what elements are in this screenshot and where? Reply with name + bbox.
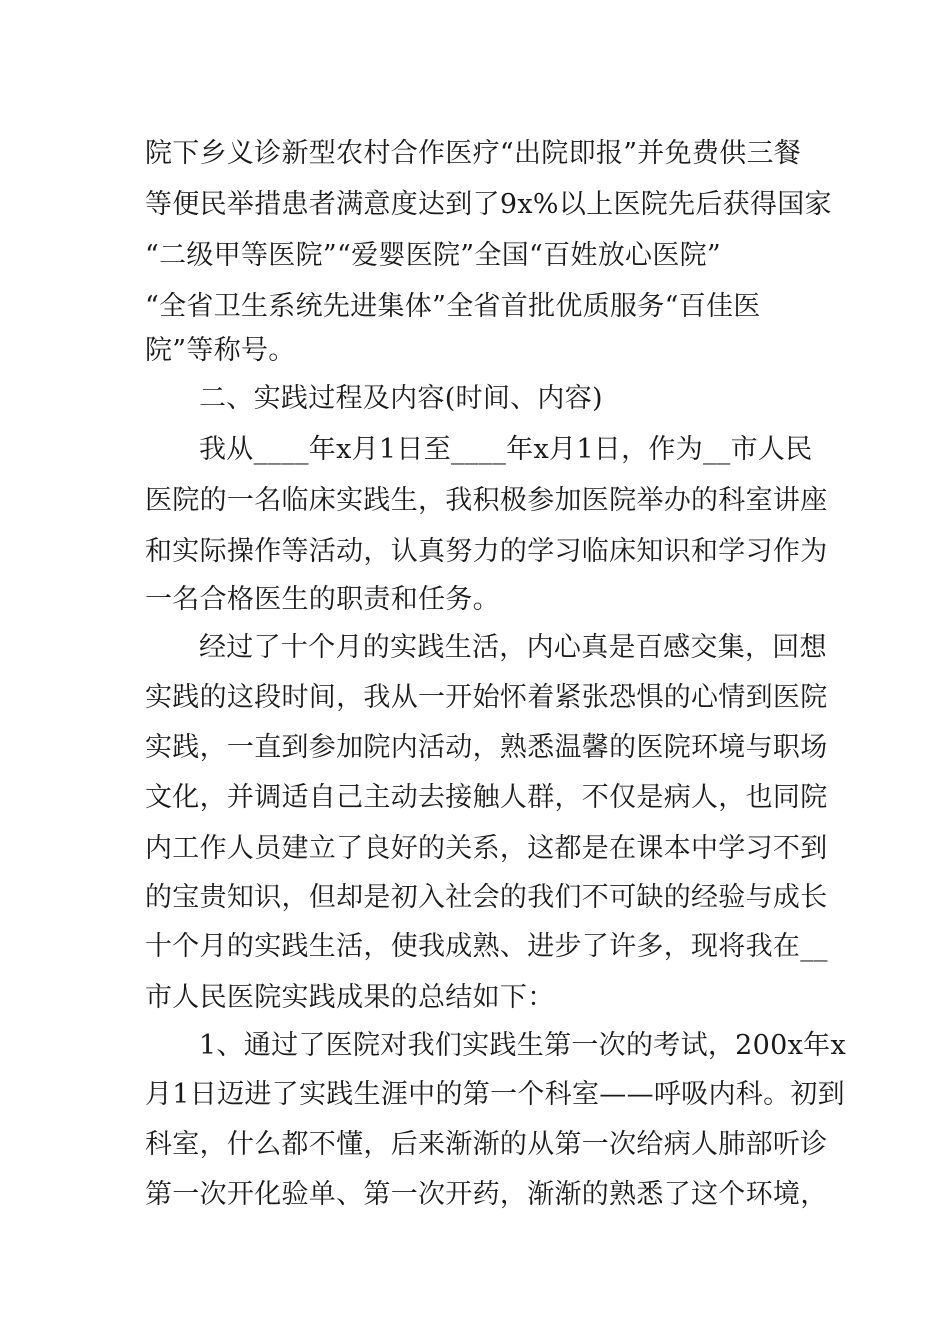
text-line: “全省卫生系统先进集体”全省首批优质服务“百佳医 [145,291,761,322]
text-line: 文化，并调适自己主动去接触人群，不仅是病人，也同院 [145,782,828,813]
text-line: 一名合格医生的职责和任务。 [145,584,500,615]
text-line: 院下乡义诊新型农村合作医疗“出院即报”并免费供三餐 [145,138,802,169]
text-line: 我从____年x月1日至____年x月1日，作为__市人民 [199,434,813,465]
text-line: 实践的这段时间，我从一开始怀着紧张恐惧的心情到医院 [145,682,828,713]
text-line: 经过了十个月的实践生活，内心真是百感交集，回想 [199,632,827,663]
text-line: 内工作人员建立了良好的关系，这都是在课本中学习不到 [145,833,828,864]
text-line: 十个月的实践生活，使我成熟、进步了许多，现将我在__ [145,931,828,962]
text-line: 科室，什么都不懂，后来渐渐的从第一次给病人肺部听诊 [145,1129,828,1160]
text-line: 院”等称号。 [145,335,296,366]
text-line: 和实际操作等活动，认真努力的学习临床知识和学习作为 [145,536,828,567]
text-line: 等便民举措患者满意度达到了9x%以上医院先后获得国家 [145,189,832,220]
text-line: 实践，一直到参加院内活动，熟悉温馨的医院环境与职场 [145,732,828,763]
text-line: 月1日迈进了实践生涯中的第一个科室——呼吸内科。初到 [145,1079,845,1110]
section-heading: 二、实践过程及内容(时间、内容) [199,383,603,414]
text-line: “二级甲等医院”“爱婴医院”全国“百姓放心医院” [145,240,722,271]
text-line: 的宝贵知识，但却是初入社会的我们不可缺的经验与成长 [145,882,828,913]
text-line: 1、通过了医院对我们实践生第一次的考试，200x年x [199,1030,846,1061]
text-line: 第一次开化验单、第一次开药，渐渐的熟悉了这个环境， [145,1179,828,1210]
text-line: 市人民医院实践成果的总结如下： [145,982,555,1013]
text-line: 医院的一名临床实践生，我积极参加医院举办的科室讲座 [145,485,828,516]
